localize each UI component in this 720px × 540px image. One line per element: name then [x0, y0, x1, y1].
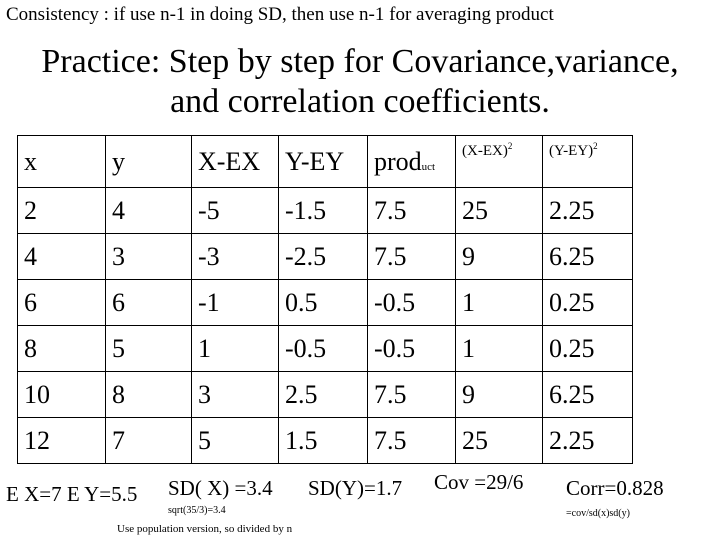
sqrt-note: sqrt(35/3)=3.4: [168, 505, 226, 516]
table-row: [18, 372, 633, 418]
cell-y: 7: [106, 418, 192, 464]
population-note: Use population version, so divided by n: [117, 523, 293, 535]
title-line-1: Practice: Step by step for Covariance,variance,: [41, 43, 679, 80]
cell-product: 7.5: [368, 418, 456, 464]
cell-x: 2: [18, 188, 106, 234]
table-row: [18, 234, 633, 280]
header-y-minus-ey: Y-EY: [279, 136, 368, 188]
consistency-note: Consistency : if use n-1 in doing SD, then use n-1 for averaging product: [6, 4, 554, 25]
cell-x-minus-ex: -1: [192, 280, 279, 326]
cell-y: 4: [106, 188, 192, 234]
cell-x-minus-ex: 3: [192, 372, 279, 418]
cell-product: 7.5: [368, 188, 456, 234]
cell-x: 8: [18, 326, 106, 372]
cell-y-minus-ey: 2.5: [279, 372, 368, 418]
cell-x-minus-ex-squared: 1: [456, 280, 543, 326]
cell-x-minus-ex: -3: [192, 234, 279, 280]
cell-y-minus-ey-squared: 2.25: [543, 188, 633, 234]
cell-product: 7.5: [368, 372, 456, 418]
means-text: E X=7 E Y=5.5: [6, 482, 138, 506]
table-header-row: [18, 136, 633, 188]
cell-y-minus-ey: 1.5: [279, 418, 368, 464]
cell-product: -0.5: [368, 280, 456, 326]
slide-title: [0, 42, 720, 122]
cell-x: 4: [18, 234, 106, 280]
cell-y-minus-ey-squared: 6.25: [543, 372, 633, 418]
cell-y: 3: [106, 234, 192, 280]
cell-x-minus-ex: -5: [192, 188, 279, 234]
cell-y-minus-ey: -0.5: [279, 326, 368, 372]
cell-x-minus-ex-squared: 1: [456, 326, 543, 372]
header-xex2-sup: 2: [507, 141, 513, 151]
title-line-2: and correlation coefficients.: [170, 83, 550, 120]
cell-product: 7.5: [368, 234, 456, 280]
header-xex2-label: (X-EX): [462, 143, 508, 159]
table-row: [18, 280, 633, 326]
table-row: [18, 188, 633, 234]
cell-y-minus-ey: 0.5: [279, 280, 368, 326]
calculation-table: [17, 135, 633, 464]
cell-x-minus-ex-squared: 25: [456, 188, 543, 234]
correlation-formula: =cov/sd(x)sd(y): [566, 508, 630, 519]
header-x-minus-ex-squared: [456, 136, 543, 188]
table-row: [18, 418, 633, 464]
cell-y: 8: [106, 372, 192, 418]
cell-x: 10: [18, 372, 106, 418]
cell-y-minus-ey-squared: 6.25: [543, 234, 633, 280]
header-yey2-sup: 2: [593, 141, 598, 151]
cell-y-minus-ey: -2.5: [279, 234, 368, 280]
covariance-text: Cov =29/6: [434, 470, 524, 494]
header-x: x: [18, 136, 106, 188]
cell-x: 12: [18, 418, 106, 464]
cell-y-minus-ey-squared: 0.25: [543, 280, 633, 326]
sd-x-text: SD( X) =3.4: [168, 476, 273, 500]
sd-y-text: SD(Y)=1.7: [308, 476, 403, 500]
cell-x-minus-ex-squared: 9: [456, 372, 543, 418]
cell-x-minus-ex-squared: 25: [456, 418, 543, 464]
correlation-text: Corr=0.828: [566, 476, 664, 500]
cell-y-minus-ey-squared: 0.25: [543, 326, 633, 372]
header-yey2-label: (Y-EY): [549, 143, 594, 159]
cell-y-minus-ey: -1.5: [279, 188, 368, 234]
header-product-main: prod: [374, 146, 422, 176]
header-product-sub: uct: [421, 160, 436, 173]
header-y: y: [106, 136, 192, 188]
header-x-minus-ex: X-EX: [192, 136, 279, 188]
cell-y-minus-ey-squared: 2.25: [543, 418, 633, 464]
cell-x-minus-ex: 1: [192, 326, 279, 372]
table-row: [18, 326, 633, 372]
cell-x-minus-ex: 5: [192, 418, 279, 464]
header-product: [368, 136, 456, 188]
cell-product: -0.5: [368, 326, 456, 372]
cell-y: 6: [106, 280, 192, 326]
cell-x-minus-ex-squared: 9: [456, 234, 543, 280]
header-y-minus-ey-squared: [543, 136, 633, 188]
cell-x: 6: [18, 280, 106, 326]
cell-y: 5: [106, 326, 192, 372]
